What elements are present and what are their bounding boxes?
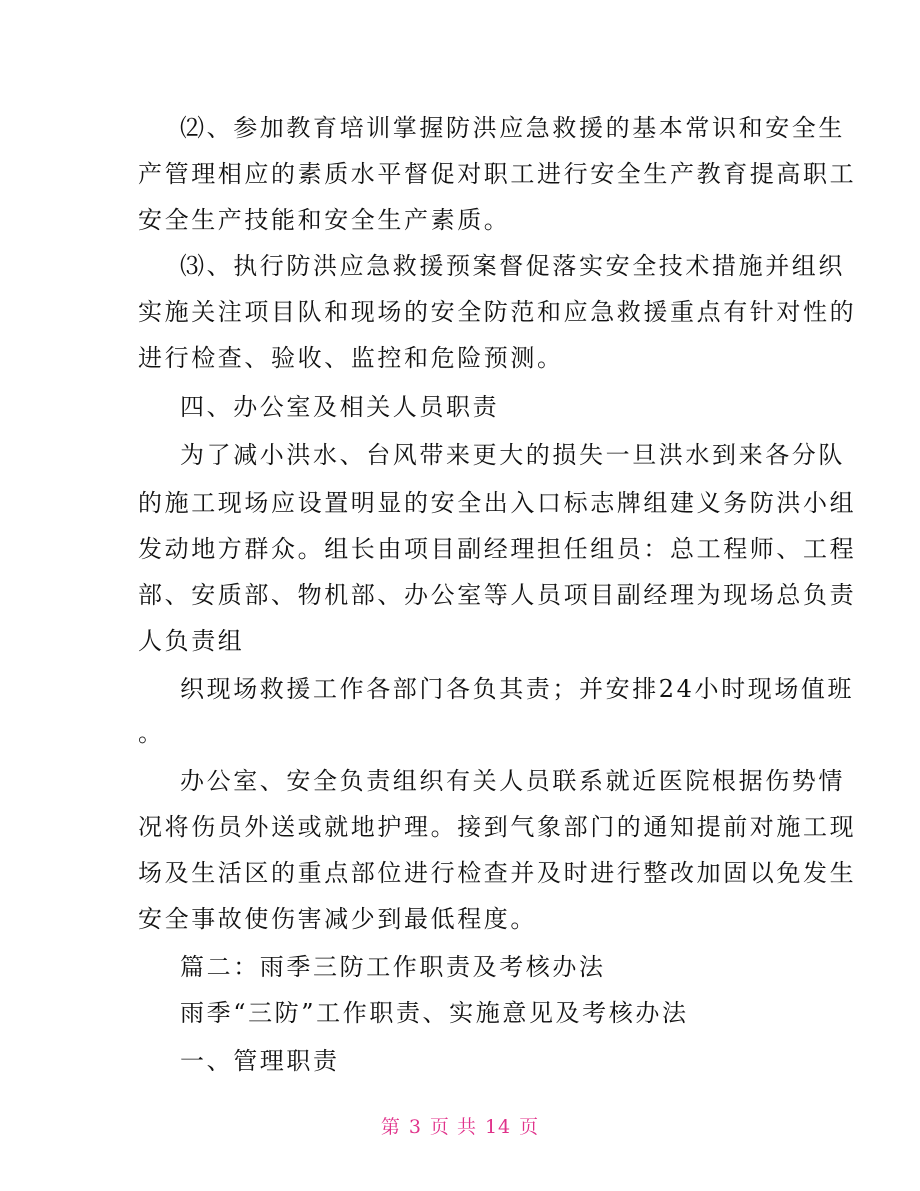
page-number-footer	[0, 1112, 920, 1139]
footer-prefix: 第	[380, 1116, 401, 1138]
body-line: 产管理相应的素质水平督促对职工进行安全生产教育提高职工	[138, 160, 857, 188]
section-heading: 篇二：雨季三防工作职责及考核办法	[180, 953, 606, 981]
body-line: 为了减小洪水、台风带来更大的损失一旦洪水到来各分队	[180, 441, 845, 469]
footer-current-page: 3	[408, 1116, 422, 1138]
section-heading: 四、办公室及相关人员职责	[180, 393, 500, 421]
body-line: 实施关注项目队和现场的安全防范和应急救援重点有针对性的	[138, 298, 857, 326]
body-line: 发动地方群众。组长由项目副经理担任组员：总工程师、工程	[138, 535, 857, 563]
section-heading: 雨季“三防”工作职责、实施意见及考核办法	[180, 999, 689, 1027]
body-line: ⑵、参加教育培训掌握防洪应急救援的基本常识和安全生	[180, 114, 845, 142]
footer-suffix: 页	[519, 1116, 540, 1138]
body-line: 安全事故使伤害减少到最低程度。	[138, 905, 537, 933]
body-line: 人负责组	[138, 627, 245, 655]
footer-total-pages: 14	[484, 1116, 512, 1138]
body-line: 安全生产技能和安全生产素质。	[138, 206, 511, 234]
body-line: 。	[138, 719, 165, 747]
body-line: 进行检查、验收、监控和危险预测。	[138, 344, 564, 372]
body-line: 况将伤员外送或就地护理。接到气象部门的通知提前对施工现	[138, 813, 857, 841]
section-heading: 一、管理职责	[180, 1047, 340, 1075]
body-line: 的施工现场应设置明显的安全出入口标志牌组建义务防洪小组	[138, 489, 857, 517]
body-line: 办公室、安全负责组织有关人员联系就近医院根据伤势情	[180, 767, 845, 795]
body-line: 部、安质部、物机部、办公室等人员项目副经理为现场总负责	[138, 581, 857, 609]
body-line: 场及生活区的重点部位进行检查并及时进行整改加固以免发生	[138, 859, 857, 887]
body-line: ⑶、执行防洪应急救援预案督促落实安全技术措施并组织	[180, 252, 845, 280]
body-line: 织现场救援工作各部门各负其责；并安排24小时现场值班	[180, 675, 855, 703]
footer-middle: 页 共	[429, 1116, 477, 1138]
